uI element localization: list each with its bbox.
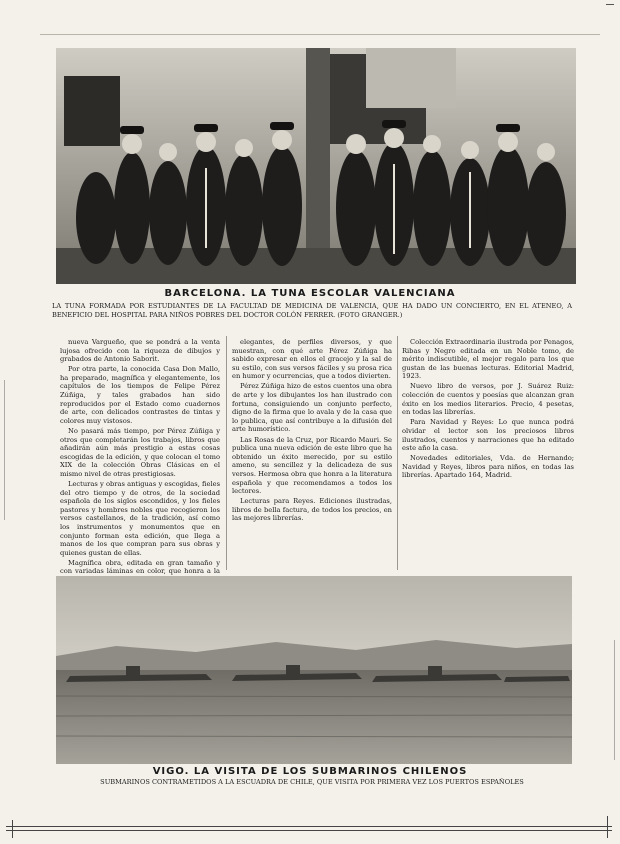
top-rule (40, 34, 600, 35)
top-photo-caption: LA TUNA FORMADA POR ESTUDIANTES DE LA FACULTAD DE MEDICINA DE VALENCIA, QUE HA DADO UN CONCIERTO, EN EL ATENEO, A BENEFICIO DEL HOSPITAL PARA NIÑOS POBRES DEL DOCTOR COLÓN FERRER. (FOTO GRANGER.) (52, 302, 572, 319)
col2-paragraph: Las Rosas de la Cruz, por Ricardo Mauri. Se publica una nueva edición de este libro que ha obtenido un éxito merecido, por su estilo ameno, su sencillez y la delicadeza de sus versos. Hermosa obra que honra a la literatura española y que recomendamos a todos los lectores. (232, 435, 392, 496)
col2-paragraph: elegantes, de perfiles diversos, y que muestran, con qué arte Pérez Zúñiga ha sabido expresar en ellos el gracejo y la sal de su estilo, con sus versos fáciles y su prosa rica en humor y ocurrencias, que a todos divierten. (232, 338, 392, 381)
footer-rule (6, 826, 612, 831)
bottom-photo-title: VIGO. LA VISITA DE LOS SUBMARINOS CHILENOS (152, 766, 468, 777)
col3-paragraph: Novedades editoriales, Vda. de Hernando; Navidad y Reyes, libros para niños, en todas las librerías. Apartado 164, Madrid. (402, 454, 574, 480)
top-photo-title: BARCELONA. LA TUNA ESCOLAR VALENCIANA (164, 288, 456, 299)
text-column-2 (232, 338, 392, 570)
left-margin-mark (4, 380, 5, 520)
col2-paragraph: Lecturas para Reyes. Ediciones ilustradas, libros de bella factura, de todos los precios, en las mejores librerías. (232, 497, 392, 523)
column-divider-2 (397, 336, 398, 570)
photo-tuna-escolar (56, 48, 576, 284)
col1-paragraph: Por otra parte, la conocida Casa Don Mallo, ha preparado, magnífica y elegantemente, los capítulos de los tiempos de Felipe Pérez Zúñiga, y tales grabados han sido reproducidos por el Estado como cuadernos de arte, con delicados contrastes de tintas y colores muy vistosos. (60, 365, 220, 425)
col3-paragraph: Nuevo libro de versos, por J. Suárez Ruiz: colección de cuentos y poesías que alcanzan gran éxito en los medios literarios. Precio, 4 pesetas, en todas las librerías. (402, 382, 574, 417)
photo-submarinos (56, 576, 572, 764)
col2-paragraph: Pérez Zúñiga hizo de estos cuentos una obra de arte y los dibujantes los han ilustrado con fortuna, consiguiendo un conjunto perfecto, digno de la firma que lo avala y de la casa que lo publica, que así contribuye a la difusión del arte humorístico. (232, 382, 392, 434)
col1-paragraph: nueva Vargueño, que se pondrá a la venta lujosa ofrecido con la riqueza de dibujos y grabados de Antonio Saborit. (60, 338, 220, 364)
corner-mark (606, 4, 614, 5)
text-column-3 (402, 338, 574, 570)
col1-paragraph: Lecturas y obras antiguas y escogidas, fieles del otro tiempo y de otros, de la sociedad española de los siglos escondidos, y los fieles pastores y hombres nobles que recogieron los versos castellanos, de la tradición, así como los instrumentos y monumentos que en conjunto forman esta edición, que llega a manos de los que compran para sus obras y quienes gustan de ellas. (60, 480, 220, 557)
col1-paragraph: No pasará más tiempo, por Pérez Zúñiga y otros que completarán los trabajos, libros que añadirán aún más prestigio a estas cosas escogidas de la edición, y que colocan el tomo XIX de la colección Obras Clásicas en el mismo nivel de otras prestigiosas. (60, 426, 220, 478)
col3-paragraph: Colección Extraordinaria ilustrada por Penagos, Ribas y Negro editada en un Noble tomo, de mérito indiscutible, el mejor regalo para los que gustan de las buenas lecturas. Editorial Madrid, 1923. (402, 338, 574, 381)
bottom-photo-caption: SUBMARINOS CONTRAMETIDOS A LA ESCUADRA DE CHILE, QUE VISITA POR PRIMERA VEZ LOS PUERTOS ESPAÑOLES (100, 778, 524, 786)
col1-paragraph: Magnífica obra, editada en gran tamaño y con variadas láminas en color, que honra a la (60, 558, 220, 576)
submarines-photo-image (56, 576, 572, 764)
tuna-photo-image (56, 48, 576, 284)
col3-paragraph: Para Navidad y Reyes: Lo que nunca podrá olvidar el lector son los preciosos libros ilustrados, cuentos y narraciones que ha editado este año la casa. (402, 418, 574, 453)
right-margin-mark (614, 640, 615, 760)
column-divider-1 (226, 336, 227, 570)
text-column-1 (60, 338, 220, 576)
